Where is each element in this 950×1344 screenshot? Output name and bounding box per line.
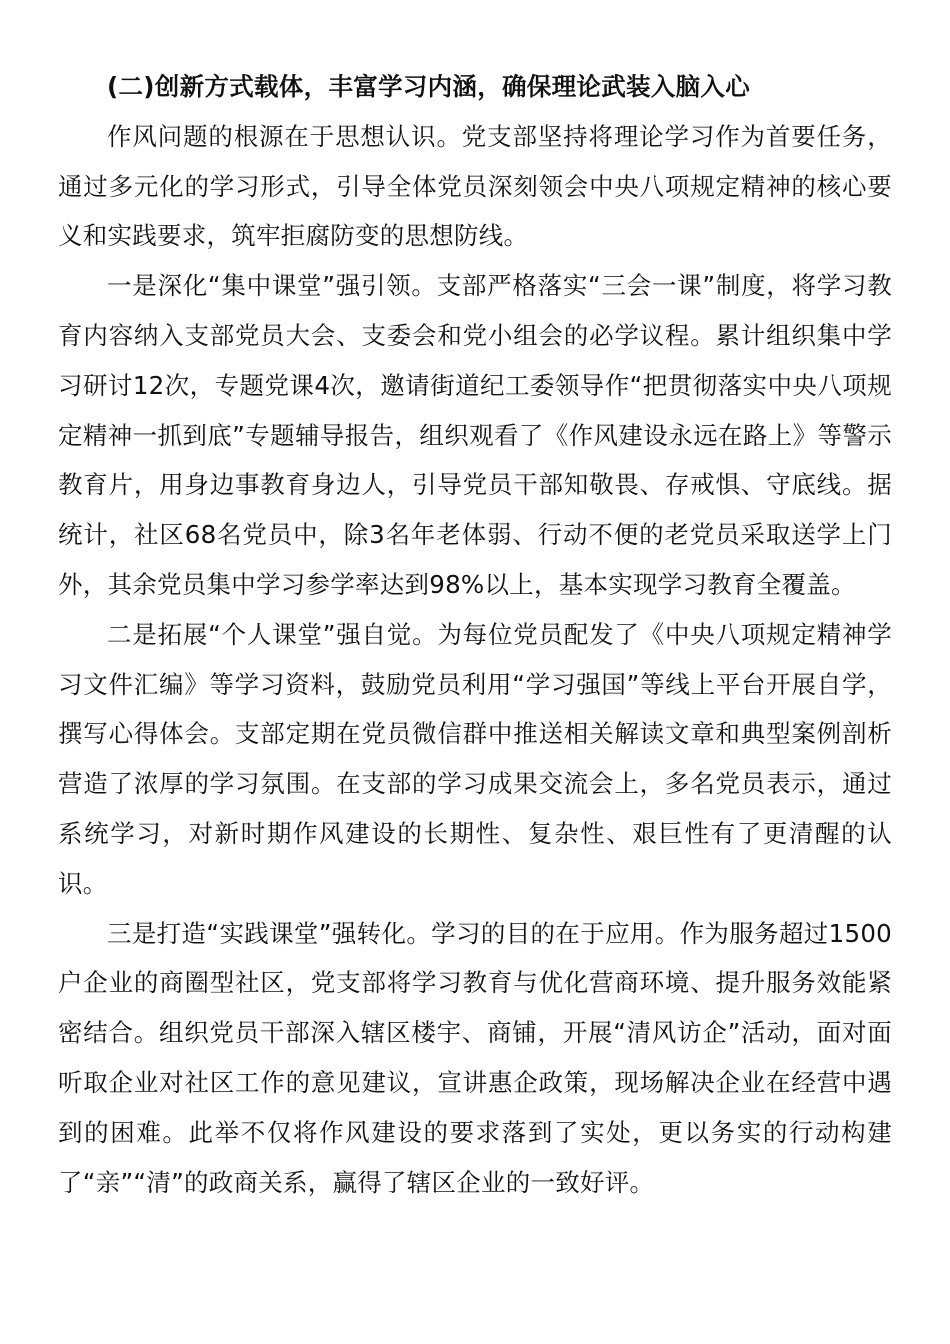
section-heading: (二)创新方式载体，丰富学习内涵，确保理论武装入脑入心 [107, 72, 750, 101]
paragraph-practice-classroom: 三是打造“实践课堂”强转化。学习的目的在于应用。作为服务超过1500户企业的商圈型社区，党支部将学习教育与优化营商环境、提升服务效能紧密结合。组织党员干部深入辖区楼宇、商铺，开展“清风访企”活动，面对面听取企业对社区工作的意见建议，宣讲惠企政策，现场解决企业在经营中遇到的困难。此举不仅将作风建设的要求落到了实处，更以务实的行动构建了“亲”“清”的政商关系，赢得了辖区企业的一致好评。 [58, 918, 892, 1197]
paragraph-centralized-classroom: 一是深化“集中课堂”强引领。支部严格落实“三会一课”制度，将学习教育内容纳入支部党员大会、支委会和党小组会的必学议程。累计组织集中学习研讨12次，专题党课4次，邀请街道纪工委领导作“把贯彻落实中央八项规定精神一抓到底”专题辅导报告，组织观看了《作风建设永远在路上》等警示教育片，用身边事教育身边人，引导党员干部知敬畏、存戒惧、守底线。据统计，社区68名党员中，除3名年老体弱、行动不便的老党员采取送学上门外，其余党员集中学习参学率达到98%以上，基本实现学习教育全覆盖。 [58, 271, 892, 599]
document-body [58, 62, 892, 1207]
paragraph-personal-classroom: 二是拓展“个人课堂”强自觉。为每位党员配发了《中央八项规定精神学习文件汇编》等学习资料，鼓励党员利用“学习强国”等线上平台开展自学，撰写心得体会。支部定期在党员微信群中推送相关解读文章和典型案例剖析营造了浓厚的学习氛围。在支部的学习成果交流会上，多名党员表示，通过系统学习，对新时期作风建设的长期性、复杂性、艰巨性有了更清醒的认识。 [58, 619, 892, 898]
paragraph-intro: 作风问题的根源在于思想认识。党支部坚持将理论学习作为首要任务，通过多元化的学习形式，引导全体党员深刻领会中央八项规定精神的核心要义和实践要求，筑牢拒腐防变的思想防线。 [58, 121, 892, 251]
